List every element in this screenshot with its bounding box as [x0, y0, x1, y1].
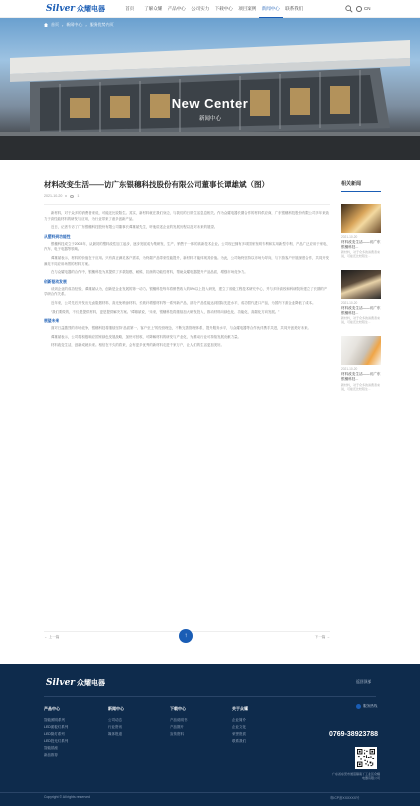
- footer-link[interactable]: 新品推荐: [44, 753, 58, 757]
- nav-item[interactable]: 公司实力: [191, 6, 210, 11]
- related-news-sidebar: [341, 180, 381, 391]
- icp-number[interactable]: 粤ICP备XXXXXX号: [330, 796, 360, 800]
- article-paragraph: 银穗科技成立于2003年，从最初的塑料改性加工起步，逐步发展成为集研发、生产、销售于一体的高新技术企业。公司现已拥有多项国家发明专利和实用新型专利，产品广泛应用于家电、汽车、电子电器等领域。: [44, 241, 330, 252]
- news-date: 2021-10-20: [341, 367, 358, 372]
- article-paragraph: 谈到企业的成功经验，谭雄斌认为，创新是企业发展的第一动力。银穗科技每年将销售收入的5%以上投入研发，建立了省级工程技术研究中心，并与多所高校和科研院所建立了长期的产学研合作关系。: [44, 286, 328, 297]
- nav-item[interactable]: 下载中心: [214, 6, 233, 11]
- breadcrumb-news[interactable]: 新闻中心: [66, 22, 83, 27]
- breadcrumb-home[interactable]: 首页: [51, 22, 59, 27]
- breadcrumb: [44, 22, 114, 28]
- nav-item[interactable]: 项目案例: [238, 6, 257, 11]
- related-news-card[interactable]: [341, 204, 381, 258]
- banner-subtitle: 新闻中心: [198, 116, 221, 122]
- article-paragraph: 在与众耀电器的合作中，银穗科技为其提供了多款阻燃、耐候、抗菌的功能性材料，帮助众耀电器提升产品品质，增强市场竞争力。: [51, 270, 248, 275]
- news-thumbnail: [341, 270, 381, 299]
- article-pager: [44, 631, 330, 641]
- related-news-card[interactable]: [341, 270, 381, 324]
- qr-caption: 广东省东莞市道滘镇南丫工业区众耀电器有限公司: [331, 772, 380, 780]
- main-nav: [118, 0, 306, 18]
- footer-contact: [356, 704, 380, 709]
- logo-wordmark: Silver: [46, 678, 76, 688]
- article-paragraph: 近日，记者专访了广东银穗科技股份有限公司董事长谭雄斌先生，听他讲述企业的发展历程以及对未来的展望。: [51, 225, 218, 230]
- footer-column-title: 下载中心: [170, 706, 186, 711]
- news-date: 2021-10-20: [341, 301, 358, 306]
- news-title: 材料改变生活——访广东银穗科技...: [341, 240, 381, 249]
- prev-article-link[interactable]: ← 上一篇: [44, 635, 60, 639]
- footer-link[interactable]: 荣誉资质: [232, 732, 246, 736]
- globe-icon: [356, 6, 362, 12]
- article-date: 2021-10-20: [44, 194, 63, 198]
- article-paragraph: 谭雄斌表示，公司将积极响应国家绿色发展战略，加快可回收、可降解材料的研发与产业化，为推动行业可持续发展贡献力量。: [51, 334, 241, 339]
- language-switch[interactable]: [356, 4, 371, 14]
- home-icon[interactable]: [44, 23, 48, 27]
- footer-column-products: [44, 706, 68, 759]
- footer-link[interactable]: 产品说明书: [170, 718, 188, 722]
- footer-link[interactable]: 企业简介: [232, 718, 246, 722]
- nav-item[interactable]: 联系我们: [285, 6, 304, 11]
- section-heading: 从塑料到功能性: [44, 234, 71, 239]
- footer-link[interactable]: 智能照明系列: [44, 718, 65, 722]
- page-banner: [0, 18, 420, 160]
- phone-icon: [356, 704, 361, 709]
- article-title: 材料改变生活——访广东银穗科技股份有限公司董事长谭雄斌（图）: [44, 180, 269, 189]
- back-to-top-button[interactable]: ↑: [179, 629, 193, 643]
- divider: [0, 792, 420, 793]
- banner-title: New Center: [171, 96, 249, 111]
- back-to-top-link[interactable]: 返回顶部: [356, 680, 372, 684]
- news-thumbnail: [341, 204, 381, 233]
- article-views: 1: [77, 194, 80, 198]
- section-heading: 展望未来: [44, 319, 60, 324]
- article-paragraph: 面对日益激烈的市场竞争，银穗科技将继续坚持“品质第一、客户至上”的经营理念，不断完善管理体系，提升服务水平，与众耀电器等合作伙伴携手共进，共同开创美好未来。: [51, 326, 311, 331]
- phone-row: [356, 704, 380, 709]
- article-paragraph: 新材料，对于众多的消费者来说，可能还比较陌生。其实，新材料就在我们身边，与我们的日常生活息息相关。作为众耀电器长期合作的材料供应商，广东银穗科技股份有限公司多年来致力于高性能材料的研发与应用，为行业带来了诸多创新产品。: [44, 211, 330, 221]
- footer-column-news: [108, 706, 124, 738]
- qr-code-image: [355, 747, 377, 769]
- article-body: [44, 211, 330, 349]
- sidebar-title: 相关新闻: [341, 180, 381, 192]
- footer-link[interactable]: 宣传资料: [170, 732, 184, 736]
- nav-item[interactable]: 了解众耀: [144, 6, 163, 11]
- news-title: 材料改变生活——访广东银穗科技...: [341, 372, 381, 381]
- footer-column-title: 新闻中心: [108, 706, 124, 711]
- footer-column-title: 关于众耀: [232, 706, 248, 711]
- news-date: 2021-10-20: [341, 235, 358, 239]
- eye-icon: [70, 195, 74, 198]
- footer-column-title: 产品中心: [44, 706, 60, 711]
- article-paragraph: 材料改变生活，创新成就未来。相信在不久的将来，会有更多优秀的新材料走进千家万户，让人们的生活更加美好。: [51, 343, 224, 348]
- hotline-number[interactable]: 0769-38923788: [329, 731, 379, 738]
- site-header: [0, 0, 420, 18]
- news-title: 材料改变生活——访广东银穗科技...: [341, 306, 381, 315]
- nav-item[interactable]: 产品中心: [167, 6, 186, 11]
- logo-wordmark: Silver: [46, 4, 76, 14]
- news-summary: 新材料，对于众多的消费者来说，可能还比较陌生...: [341, 382, 381, 391]
- nav-item[interactable]: 新闻中心: [259, 0, 283, 18]
- next-article-link[interactable]: 下一篇 →: [314, 635, 330, 639]
- search-icon[interactable]: [345, 5, 353, 13]
- section-heading: 创新驱动发展: [44, 279, 67, 284]
- footer-logo[interactable]: [46, 678, 105, 688]
- footer-column-downloads: [170, 706, 188, 738]
- breadcrumb-separator: ›: [85, 22, 87, 28]
- footer-column-about: [232, 706, 248, 745]
- footer-link[interactable]: LED筒灯系列: [44, 732, 65, 736]
- article-paragraph: 谭雄斌表示，材料的价值在于应用。只有真正满足客户需求，为终端产品带来性能提升，新材料才能体现其价值。为此，公司始终坚持以市场为导向，与下游客户开展深度合作，共同开发满足不同应用场景的材料方案。: [44, 255, 330, 266]
- divider: [44, 696, 376, 697]
- footer-link[interactable]: LED投光灯系列: [44, 739, 69, 743]
- related-news-card[interactable]: [341, 336, 381, 390]
- site-footer: [0, 664, 420, 806]
- footer-link[interactable]: 联系我们: [232, 739, 246, 743]
- news-summary: 新材料，对于众多的消费者来说，可能还比较陌生...: [341, 250, 381, 259]
- breadcrumb-current: 服务优势内页: [89, 22, 114, 27]
- footer-link[interactable]: 行业资讯: [108, 725, 122, 729]
- footer-link[interactable]: 公司动态: [108, 718, 122, 722]
- footer-link[interactable]: 媒体报道: [108, 732, 122, 736]
- site-logo[interactable]: [46, 2, 105, 16]
- footer-link[interactable]: 智能插座: [44, 746, 58, 750]
- separator-dot: [65, 195, 67, 197]
- language-label: CN: [364, 6, 371, 11]
- footer-link[interactable]: 产品图片: [170, 725, 184, 729]
- breadcrumb-separator: ›: [62, 22, 64, 28]
- nav-item[interactable]: 首页: [125, 6, 135, 11]
- phone-label: 服务热线: [363, 704, 378, 708]
- logo-cn-name: 众耀电器: [77, 6, 106, 13]
- article-meta: [44, 194, 330, 198]
- logo-cn-name: 众耀电器: [77, 680, 106, 687]
- article-paragraph: “我们要做的，不仅是提供材料，更是提供解决方案。”谭雄斌说，“未来，银穗科技将继续加大研发投入，推动材料向绿色化、功能化、高端化方向发展。”: [51, 309, 280, 314]
- news-summary: 新材料，对于众多的消费者来说，可能还比较陌生...: [341, 316, 381, 325]
- news-thumbnail: [341, 336, 381, 365]
- building-photo: [0, 18, 420, 160]
- article: [44, 180, 330, 352]
- divider: [44, 204, 330, 205]
- article-paragraph: 近年来，公司先后开发出无卤阻燃材料、高光免喷涂材料、长玻纤增强材料等一系列新产品，部分产品性能达到国际先进水平，成功替代进口产品，为国内下游企业降低了成本。: [51, 300, 316, 305]
- footer-link[interactable]: LED面板灯系列: [44, 725, 69, 729]
- footer-link[interactable]: 企业文化: [232, 725, 246, 729]
- copyright-text: Copyright © All rights reserved: [44, 795, 90, 799]
